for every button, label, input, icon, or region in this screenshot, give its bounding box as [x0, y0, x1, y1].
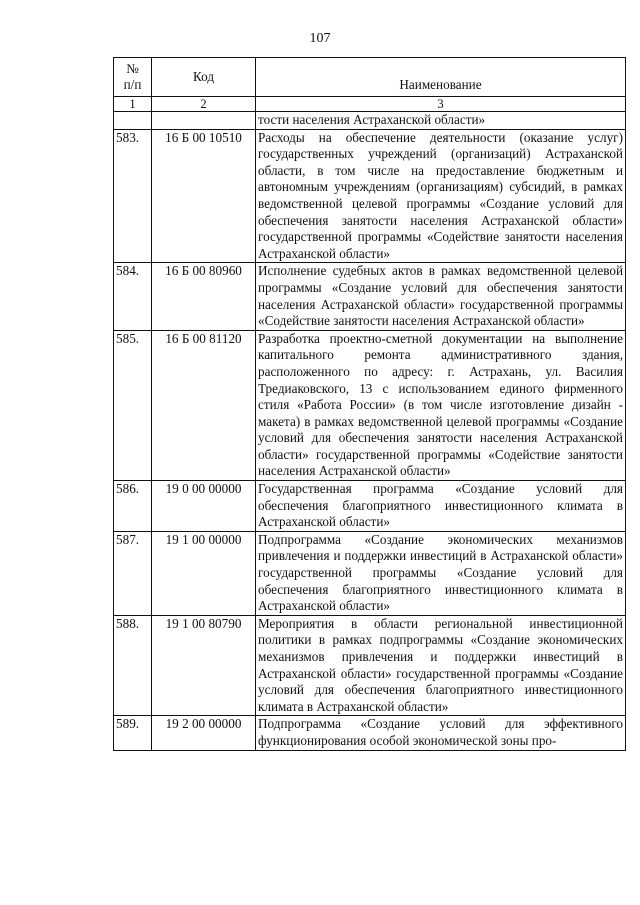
- row-code: 19 1 00 80790: [152, 615, 256, 716]
- row-code: 19 0 00 00000: [152, 481, 256, 532]
- column-index-3: 3: [256, 97, 626, 112]
- row-name: Исполнение судебных актов в рамках ведомственной целевой программы «Создание условий для обеспечения занятости населения Астраханской области» государственной программы «Содействие занятости населения Астраханской области»: [256, 263, 626, 330]
- row-code: 16 Б 00 80960: [152, 263, 256, 330]
- row-number: 585.: [114, 330, 152, 480]
- header-code: Код: [152, 58, 256, 97]
- row-number: 589.: [114, 716, 152, 750]
- column-index-row: [114, 97, 626, 112]
- table-row: [114, 531, 626, 615]
- page-number: 107: [309, 31, 331, 46]
- header-name-label: Наименование: [399, 76, 482, 92]
- table-row: [114, 481, 626, 532]
- header-name: [256, 58, 626, 97]
- row-name: Подпрограмма «Создание экономических механизмов привлечения и поддержки инвестиций в Астраханской области» государственной программы «Создание условий для обеспечения благоприятного инвестиционного климата в Астраханской области»: [256, 531, 626, 615]
- table-row: [114, 330, 626, 480]
- row-number-cell: [114, 112, 152, 130]
- table-row-continuation: [114, 112, 626, 130]
- row-number: 583.: [114, 129, 152, 263]
- row-name-cell: тости населения Астраханской области»: [256, 112, 626, 130]
- row-name: Государственная программа «Создание условий для обеспечения благоприятного инвестиционного климата в Астраханской области»: [256, 481, 626, 532]
- column-index-1: 1: [114, 97, 152, 112]
- table-row: [114, 716, 626, 750]
- row-code: 16 Б 00 10510: [152, 129, 256, 263]
- table-row: [114, 263, 626, 330]
- row-number: 586.: [114, 481, 152, 532]
- row-number: 588.: [114, 615, 152, 716]
- row-name: Подпрограмма «Создание условий для эффективного функционирования особой экономической зоны про-: [256, 716, 626, 750]
- row-code-cell: [152, 112, 256, 130]
- column-index-2: 2: [152, 97, 256, 112]
- table-header-row: [114, 58, 626, 97]
- row-code: 19 1 00 00000: [152, 531, 256, 615]
- table-row: [114, 129, 626, 263]
- row-number: 587.: [114, 531, 152, 615]
- header-number: № п/п: [114, 58, 152, 97]
- row-code: 16 Б 00 81120: [152, 330, 256, 480]
- row-number: 584.: [114, 263, 152, 330]
- row-name: Мероприятия в области региональной инвестиционной политики в рамках подпрограммы «Создание экономических механизмов привлечения и поддержки инвестиций в Астраханской области» государственной программы «Создание условий для обеспечения благоприятного инвестиционного климата в Астраханской области»: [256, 615, 626, 716]
- row-code: 19 2 00 00000: [152, 716, 256, 750]
- table-row: [114, 615, 626, 716]
- budget-classification-table: [113, 57, 626, 751]
- row-name: Разработка проектно-сметной документации на выполнение капитального ремонта административного здания, расположенного по адресу: г. Астрахань, ул. Василия Тредиаковского, 13 с использованием единого фирменного стиля «Работа России» (в том числе изготовление дизайн - макета) в рамках ведомственной целевой программы «Создание условий для обеспечения занятости населения Астраханской области» государственной программы «Содействие занятости населения Астраханской области»: [256, 330, 626, 480]
- row-name: Расходы на обеспечение деятельности (оказание услуг) государственных учреждений (организаций) Астраханской области, в том числе на предоставление бюджетным и автономным учреждениям (организациям) субсидий, в рамках ведомственной целевой программы «Создание условий для обеспечения занятости населения Астраханской области» государственной программы «Содействие занятости населения Астраханской области»: [256, 129, 626, 263]
